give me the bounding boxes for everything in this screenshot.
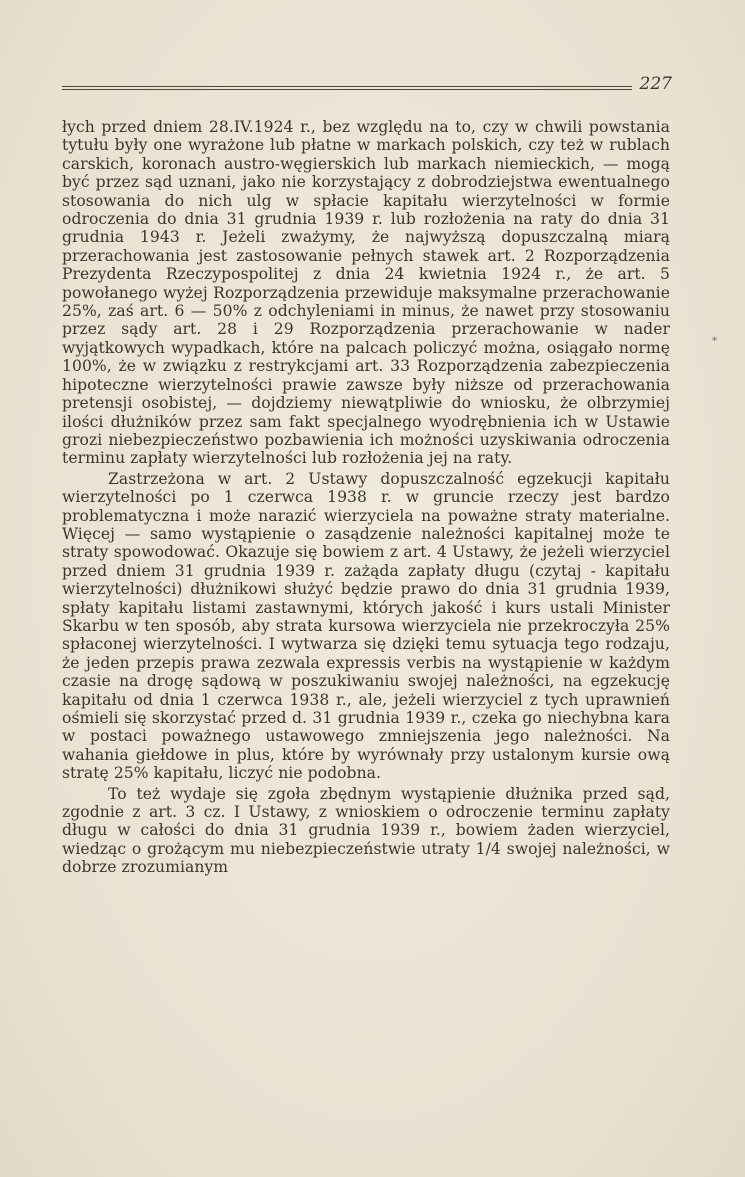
paragraph-1: łych przed dniem 28.IV.1924 r., bez względu na to, czy w chwili powstania tytułu były one wyrażone lub płatne w markach polskich, czy też w rublach carskich, koronach austro-węgierskich lub markach niemieckich, — mogą być przez sąd uznani, jako nie korzystający z dobrodziejstwa ewentualnego stosowania do nich ulg w spłacie kapitału wierzytelności w formie odroczenia do dnia 31 grudnia 1939 r. lub rozłożenia na raty do dnia 31 grudnia 1943 r. Jeżeli zważymy, że najwyższą dopuszczalną miarą przerachowania jest zastosowanie pełnych stawek art. 2 Rozporządzenia Prezydenta Rzeczypospolitej z dnia 24 kwietnia 1924 r., że art. 5 powołanego wyżej Rozporządzenia przewiduje maksymalne przerachowanie 25%, zaś art. 6 — 50% z odchyleniami in minus, że nawet przy stosowaniu przez sądy art. 28 i 29 Rozporządzenia przerachowanie w nader wyjątkowych wypadkach, które na palcach policzyć można, osiągało normę 100%, że w związku z restrykcjami art. 33 Rozporządzenia zabezpieczenia hipoteczne wierzytelności prawie zawsze były niższe od przerachowania pretensji osobistej, — dojdziemy niewątpliwie do wniosku, że olbrzymiej ilości dłużników przez sam fakt specjalnego wyodrębnienia ich w Ustawie grozi niebezpieczeństwo pozbawienia ich możności uzyskiwania odroczenia terminu zapłaty wierzytelności lub rozłożenia jej na raty.	[62, 118, 670, 468]
header-rule	[62, 86, 632, 90]
page-number: 227	[639, 74, 672, 94]
margin-mark: *	[712, 336, 717, 347]
page-header	[62, 66, 672, 96]
body-text	[62, 118, 670, 877]
paragraph-2: Zastrzeżona w art. 2 Ustawy dopuszczalność egzekucji kapitału wierzytelności po 1 czerwca 1938 r. w gruncie rzeczy jest bardzo problematyczna i może narazić wierzyciela na poważne straty materialne. Więcej — samo wystąpienie o zasądzenie należności kapitalnej może te straty spowodować. Okazuje się bowiem z art. 4 Ustawy, że jeżeli wierzyciel przed dniem 31 grudnia 1939 r. zażąda zapłaty długu (czytaj - kapitału wierzytelności) dłużnikowi służyć będzie prawo do dnia 31 grudnia 1939, spłaty kapitału listami zastawnymi, których jakość i kurs ustali Minister Skarbu w ten sposób, aby strata kursowa wierzyciela nie przekroczyła 25% spłaconej wierzytelności. I wytwarza się dzięki temu sytuacja tego rodzaju, że jeden przepis prawa zezwala expressis verbis na wystąpienie w każdym czasie na drogę sądową w poszukiwaniu swojej należności, na egzekucję kapitału od dnia 1 czerwca 1938 r., ale, jeżeli wierzyciel z tych uprawnień ośmieli się skorzystać przed d. 31 grudnia 1939 r., czeka go niechybna kara w postaci poważnego ustawowego zmniejszenia jego należności. Na wahania giełdowe in plus, które by wyrównały przy ustalonym kursie ową stratę 25% kapitału, liczyć nie podobna.	[62, 469, 670, 783]
paragraph-3: To też wydaje się zgoła zbędnym wystąpienie dłużnika przed sąd, zgodnie z art. 3 cz. I Ustawy, z wnioskiem o odroczenie terminu zapłaty długu w całości do dnia 31 grudnia 1939 r., bowiem żaden wierzyciel, wiedząc o grożącym mu niebezpieczeństwie utraty 1/4 swojej należności, w dobrze zrozumianym	[62, 784, 670, 877]
